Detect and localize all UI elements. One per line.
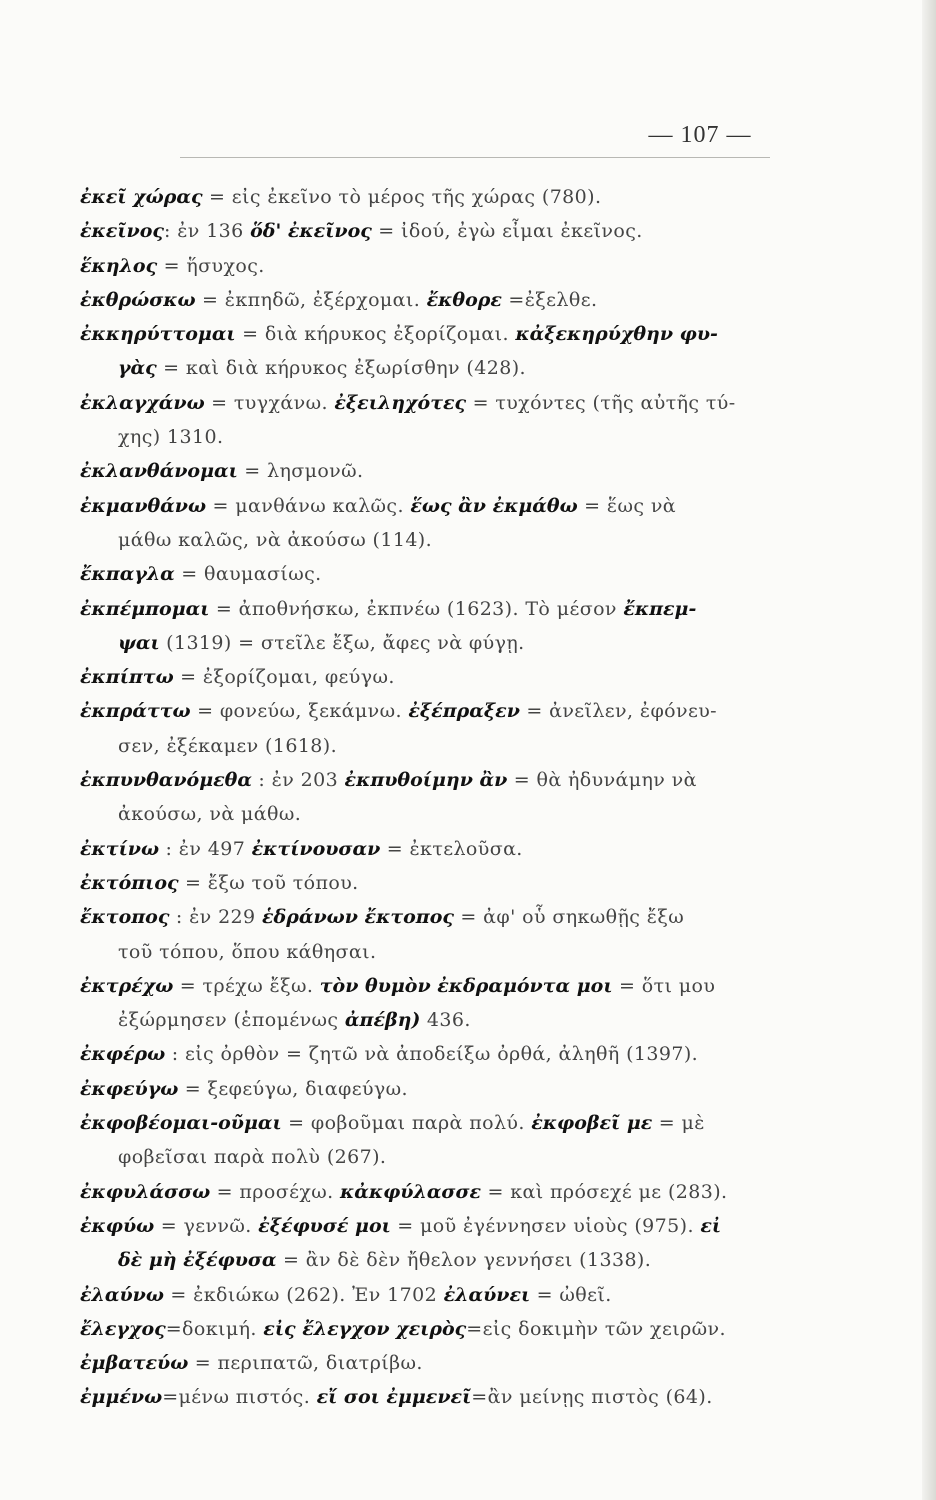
definition-text: = θαυμασίως. (174, 563, 322, 586)
page-number: — 107 — (648, 122, 752, 148)
definition-text: = ὠθεῖ. (530, 1283, 612, 1306)
definition-text: (1319) = στεῖλε ἔξω, ἄφες νὰ φύγῃ. (159, 631, 525, 654)
entry-line (80, 1106, 800, 1140)
headword: ἐλαύνω (80, 1283, 164, 1306)
entry-line (80, 1209, 800, 1243)
headword: ἔκπεμ- (623, 597, 697, 620)
headword: ἐκφοβεῖ με (531, 1112, 653, 1135)
definition-text: χης) 1310. (118, 426, 224, 449)
headword: ἐκλανθάνομαι (80, 460, 238, 483)
headword: ἔλεγχος (80, 1317, 166, 1340)
entry-line (80, 557, 800, 591)
headword: ἐκμανθάνω (80, 494, 207, 517)
definition-text: = ὅτι μου (612, 974, 716, 997)
headword: ἐκπράττω (80, 700, 191, 723)
entry-line (80, 1278, 800, 1312)
definition-text: = ἐκπηδῶ, ἐξέρχομαι. (195, 288, 427, 311)
headword: εἰ (700, 1214, 722, 1237)
entry-line (80, 489, 800, 523)
headword: ἀπέβη) (344, 1009, 421, 1032)
headword: κἀκφύλασσε (340, 1180, 482, 1203)
headword: γὰς (118, 357, 157, 380)
headword: ἐκφύω (80, 1214, 155, 1237)
entry-line (80, 283, 800, 317)
headword: ἐκκηρύττομαι (80, 323, 236, 346)
entry-line (80, 1037, 800, 1071)
headword: ἐκτρέχω (80, 974, 174, 997)
definition-text: = περιπατῶ, διατρίβω. (188, 1352, 423, 1375)
entry-line (80, 1072, 800, 1106)
entry-continuation-line (80, 1140, 800, 1174)
headword: ἕκηλος (80, 254, 158, 277)
headword: δὲ μὴ ἐξέφυσα (118, 1249, 277, 1272)
entry-line (80, 969, 800, 1003)
definition-text: = καὶ πρόσεχέ με (283). (481, 1180, 728, 1203)
definition-text: = ξεφεύγω, διαφεύγω. (178, 1077, 408, 1100)
headword: ἐκτίνω (80, 837, 160, 860)
headword: ψαι (118, 631, 160, 654)
entry-line (80, 866, 800, 900)
headword: ἐκφεύγω (80, 1077, 179, 1100)
headword: ἐξειληχότες (334, 391, 467, 414)
definition-text: = καὶ διὰ κήρυκος ἐξωρίσθην (428). (156, 357, 526, 380)
headword: ἐκφοβέομαι-οῦμαι (80, 1112, 282, 1135)
entry-line (80, 454, 800, 488)
definition-text: ἐξώρμησεν (ἑπομένως (118, 1009, 345, 1032)
entry-line (80, 386, 800, 420)
entry-line (80, 1346, 800, 1380)
headword: εἴ σοι ἐμμενεῖ (316, 1386, 472, 1409)
headword: ἐκπέμπομαι (80, 597, 210, 620)
definition-text: = μανθάνω καλῶς. (206, 494, 411, 517)
headword: ἐλαύνει (443, 1283, 531, 1306)
definition-text: μάθω καλῶς, νὰ ἀκούσω (114). (118, 528, 433, 551)
headword: ἔκθορε (426, 288, 502, 311)
definition-text: =ἂν μείνῃς πιστὸς (64). (471, 1386, 713, 1409)
entry-continuation-line (80, 797, 800, 831)
definition-text: φοβεῖσαι παρὰ πολὺ (267). (118, 1146, 387, 1169)
headword: ἕως ἂν ἐκμάθω (410, 494, 578, 517)
entry-line (80, 249, 800, 283)
headword: ἐξέπραξεν (408, 700, 520, 723)
definition-text: = ἐκδιώκω (262). Ἐν 1702 (163, 1283, 444, 1306)
definition-text: = λησμονῶ. (237, 460, 364, 483)
entry-line (80, 694, 800, 728)
headword: ἐκεῖνος (80, 220, 164, 243)
headword: ἐκλαγχάνω (80, 391, 205, 414)
headword: ἐμβατεύω (80, 1352, 189, 1375)
headword: ὅδ' ἐκεῖνος (250, 220, 372, 243)
definition-text: = ἂν δὲ δὲν ἤθελον γεννήσει (1338). (276, 1249, 652, 1272)
headword: τὸν θυμὸν ἐκδραμόντα μοι (319, 974, 613, 997)
definition-text: : ἐν 229 (169, 906, 262, 929)
definition-text: =εἰς δοκιμὴν τῶν χειρῶν. (466, 1317, 726, 1340)
entry-continuation-line (80, 1003, 800, 1037)
definition-text: = γεννῶ. (154, 1214, 259, 1237)
definition-text: = μὲ (652, 1112, 705, 1135)
definition-text: =δοκιμή. (165, 1317, 264, 1340)
definition-text: = τρέχω ἔξω. (173, 974, 320, 997)
definition-text: = θὰ ἠδυνάμην νὰ (507, 769, 697, 792)
definition-text: = τυγχάνω. (204, 391, 335, 414)
definition-text: = διὰ κήρυκος ἐξορίζομαι. (235, 323, 516, 346)
definition-text: = ἐκτελοῦσα. (380, 837, 523, 860)
headword: ἑδράνων ἔκτοπος (261, 906, 454, 929)
definition-text: = ἰδού, ἐγὼ εἶμαι ἐκεῖνος. (371, 220, 643, 243)
definition-text: =ἐξελθε. (501, 288, 598, 311)
glossary-entries (80, 180, 800, 1415)
headword: ἐκπυνθανόμεθα (80, 769, 252, 792)
entry-line (80, 660, 800, 694)
definition-text: : ἐν 497 (159, 837, 252, 860)
definition-text: =μένω πιστός. (162, 1386, 317, 1409)
headword: ἐκπίπτω (80, 666, 174, 689)
entry-line (80, 1175, 800, 1209)
definition-text: = μοῦ ἐγέννησεν υἱοὺς (975). (390, 1214, 701, 1237)
headword: ἐκτόπιος (80, 871, 179, 894)
entry-continuation-line (80, 935, 800, 969)
definition-text: : ἐν 136 (163, 220, 251, 243)
entry-line (80, 317, 800, 351)
definition-text: τοῦ τόπου, ὅπου κάθησαι. (118, 940, 377, 963)
definition-text: : εἰς ὀρθὸν = ζητῶ νὰ ἀποδείξω ὀρθά, ἀληθῆ (1397). (165, 1043, 699, 1066)
entry-line (80, 900, 800, 934)
definition-text: : ἐν 203 (251, 769, 345, 792)
entry-line (80, 180, 800, 214)
entry-line (80, 763, 800, 797)
entry-line (80, 832, 800, 866)
entry-continuation-line (80, 351, 800, 385)
definition-text: = ἔξω τοῦ τόπου. (178, 871, 359, 894)
headword: εἰς ἔλεγχον χειρὸς (263, 1317, 467, 1340)
headword: ἐκεῖ χώρας (80, 186, 203, 208)
definition-text: = ἕως νὰ (577, 494, 677, 517)
headword: ἐξέφυσέ μοι (258, 1214, 391, 1237)
definition-text: = φονεύω, ξεκάμνω. (190, 700, 409, 723)
definition-text: = ἀφ' οὗ σηκωθῇς ἔξω (453, 906, 685, 929)
definition-text: = ἀνεῖλεν, ἐφόνευ- (519, 700, 717, 723)
entry-continuation-line (80, 626, 800, 660)
definition-text: = προσέχω. (210, 1180, 341, 1203)
entry-continuation-line (80, 729, 800, 763)
headword: ἔκπαγλα (80, 563, 175, 586)
definition-text: = εἰς ἐκεῖνο τὸ μέρος τῆς χώρας (780). (202, 186, 602, 208)
entry-line (80, 592, 800, 626)
definition-text: ἀκούσω, νὰ μάθω. (118, 803, 302, 826)
definition-text: = ἀποθνήσκω, ἐκπνέω (1623). Τὸ μέσον (209, 597, 624, 620)
entry-continuation-line (80, 523, 800, 557)
header-rule (180, 157, 770, 158)
definition-text: σεν, ἐξέκαμεν (1618). (118, 734, 338, 757)
headword: κἀξεκηρύχθην φυ- (515, 323, 718, 346)
entry-continuation-line (80, 1243, 800, 1277)
definition-text: = τυχόντες (τῆς αὐτῆς τύ- (466, 391, 736, 414)
headword: ἐκφυλάσσω (80, 1180, 211, 1203)
headword: ἐμμένω (80, 1386, 163, 1409)
page-edge-shadow (922, 0, 936, 1500)
entry-continuation-line (80, 420, 800, 454)
entry-line (80, 214, 800, 248)
definition-text: = ἐξορίζομαι, φεύγω. (173, 666, 395, 689)
headword: ἐκτίνουσαν (251, 837, 381, 860)
headword: ἐκφέρω (80, 1043, 166, 1066)
entry-line (80, 1312, 800, 1346)
headword: ἔκτοπος (80, 906, 170, 929)
headword: ἐκθρώσκω (80, 288, 196, 311)
definition-text: = ἥσυχος. (157, 254, 265, 277)
definition-text: = φοβοῦμαι παρὰ πολύ. (281, 1112, 532, 1135)
entry-line (80, 1380, 800, 1414)
headword: ἐκπυθοίμην ἂν (344, 769, 508, 792)
definition-text: 436. (420, 1009, 471, 1032)
